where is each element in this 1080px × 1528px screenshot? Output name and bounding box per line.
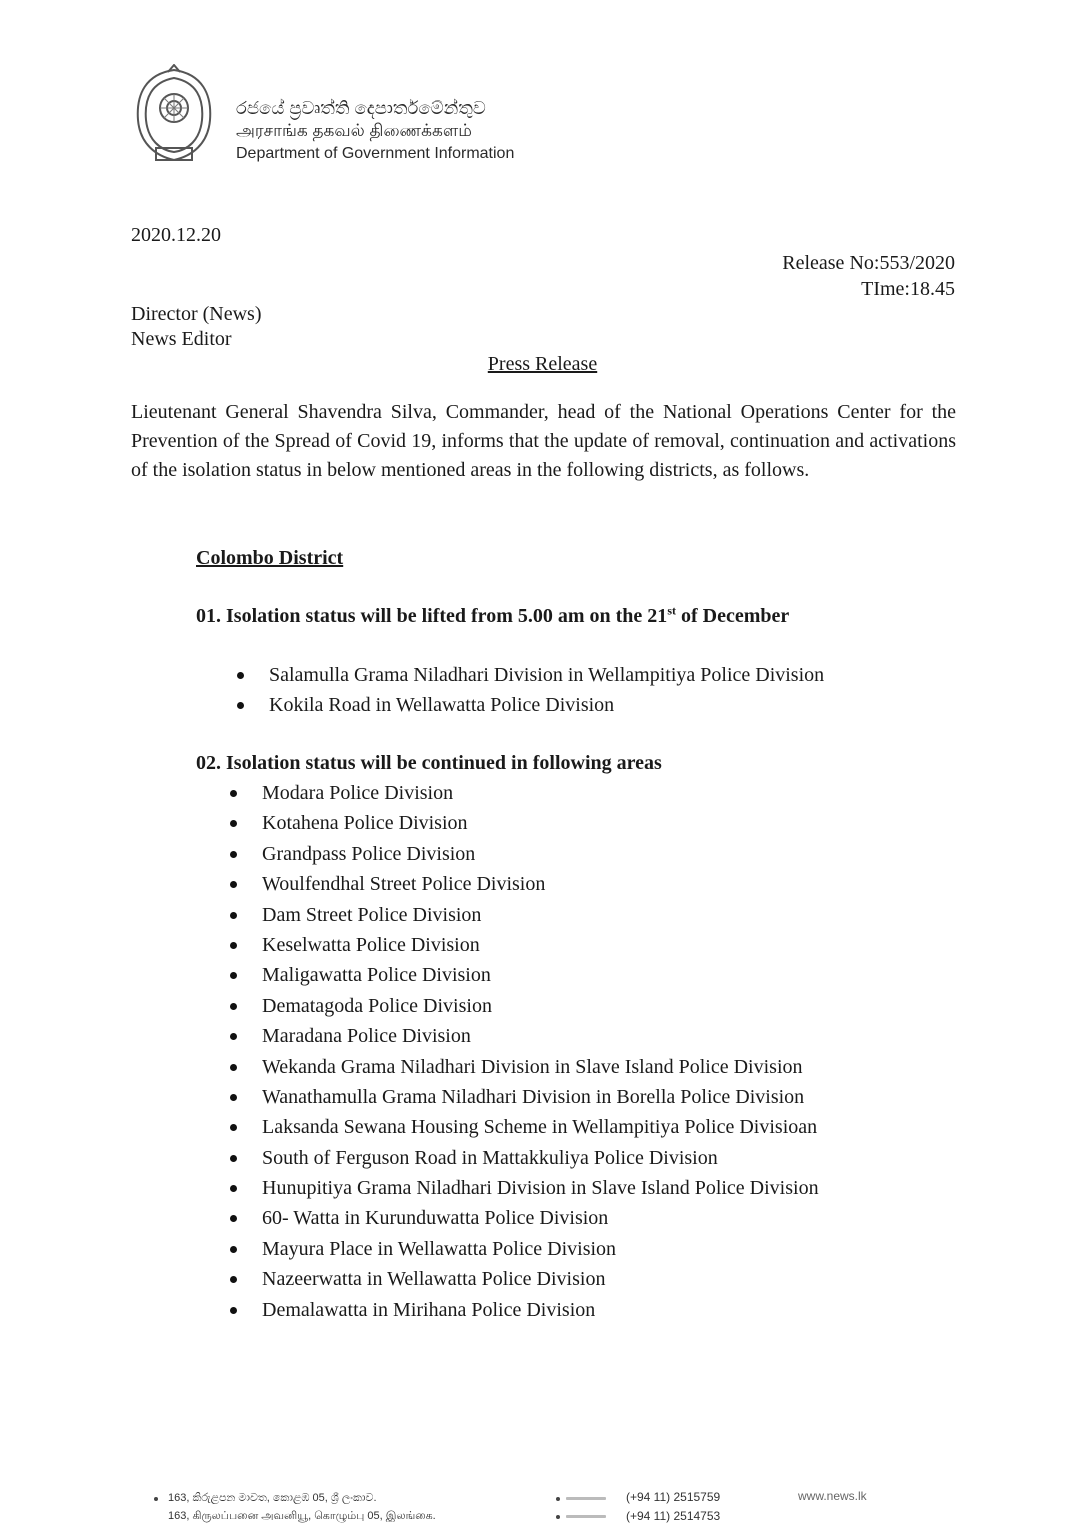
fax-icon — [556, 1515, 560, 1519]
document-title: Press Release — [487, 353, 598, 375]
fax-label-icon — [566, 1515, 606, 1518]
list-item: Dam Street Police Division — [262, 902, 819, 932]
list-item: Dematagoda Police Division — [262, 993, 819, 1023]
bullet-icon — [230, 1033, 237, 1040]
bullet-icon — [230, 1155, 237, 1162]
bullet-icon — [230, 851, 237, 858]
org-name-tamil: அரசாங்க தகவல் திணைக்களம் — [236, 121, 472, 140]
bullet-icon — [230, 1094, 237, 1101]
footer-website: www.news.lk — [798, 1489, 867, 1503]
list-item: Hunupitiya Grama Niladhari Division in Slave Island Police Division — [262, 1175, 819, 1205]
list-item: Keselwatta Police Division — [262, 932, 819, 962]
list-item: Kotahena Police Division — [262, 810, 819, 840]
bullet-icon — [230, 790, 237, 797]
list-item: Woulfendhal Street Police Division — [262, 871, 819, 901]
bullet-icon — [230, 912, 237, 919]
list-item: Salamulla Grama Niladhari Division in Wellampitiya Police Division — [269, 662, 824, 692]
government-emblem-icon — [132, 64, 216, 168]
org-name-sinhala: රජයේ ප්‍රවෘත්ති දෙපාර්තමේන්තුව — [236, 98, 486, 118]
footer-address-tamil: 163, கிருலப்பனை அவனியூ, கொழும்பு 05, இலங்கை. — [168, 1510, 436, 1522]
phone-icon — [556, 1497, 560, 1501]
bullet-icon — [230, 1124, 237, 1131]
list-item: Modara Police Division — [262, 780, 819, 810]
bullet-icon — [230, 942, 237, 949]
list-item: Laksanda Sewana Housing Scheme in Wellampitiya Police Divisioan — [262, 1114, 819, 1144]
lifted-areas-list — [269, 662, 824, 723]
bullet-icon — [230, 1246, 237, 1253]
list-item: 60- Watta in Kurunduwatta Police Division — [262, 1205, 819, 1235]
list-item: Nazeerwatta in Wellawatta Police Division — [262, 1266, 819, 1296]
phone-label-icon — [566, 1497, 606, 1500]
bullet-icon — [230, 1276, 237, 1283]
intro-paragraph: Lieutenant General Shavendra Silva, Commander, head of the National Operations Center for the Prevention of the Spread of Covid 19, informs that the update of removal, continuation and activations of the isolation status in below mentioned areas in the following districts, as follows. — [131, 401, 956, 481]
bullet-icon — [230, 820, 237, 827]
bullet-icon — [230, 1064, 237, 1071]
continued-areas-list — [262, 780, 819, 1327]
recipient-editor: News Editor — [131, 328, 232, 350]
footer-fax: (+94 11) 2514753 — [626, 1509, 721, 1523]
bullet-icon — [230, 1003, 237, 1010]
bullet-icon — [230, 1185, 237, 1192]
release-number: Release No:553/2020 — [782, 252, 955, 274]
list-item: Kokila Road in Wellawatta Police Division — [269, 692, 824, 722]
release-date: 2020.12.20 — [131, 224, 221, 246]
list-item: Maradana Police Division — [262, 1023, 819, 1053]
footer-bullet-icon — [154, 1497, 158, 1501]
footer-phone: (+94 11) 2515759 — [626, 1490, 721, 1504]
list-item: Wanathamulla Grama Niladhari Division in Borella Police Division — [262, 1084, 819, 1114]
section-2-heading: 02. Isolation status will be continued in following areas — [196, 752, 662, 774]
list-item: Grandpass Police Division — [262, 841, 819, 871]
bullet-icon — [230, 972, 237, 979]
list-item: South of Ferguson Road in Mattakkuliya Police Division — [262, 1145, 819, 1175]
list-item: Demalawatta in Mirihana Police Division — [262, 1297, 819, 1327]
release-time: TIme:18.45 — [861, 278, 955, 300]
bullet-icon — [237, 672, 244, 679]
section-1-heading: 01. Isolation status will be lifted from 5.00 am on the 21st of December — [196, 603, 790, 627]
bullet-icon — [230, 881, 237, 888]
list-item: Maligawatta Police Division — [262, 962, 819, 992]
bullet-icon — [230, 1215, 237, 1222]
footer-address-sinhala: 163, කිරුළපන මාවත, කොළඹ 05, ශ්‍රී ලංකාව. — [168, 1492, 377, 1504]
recipient-director: Director (News) — [131, 303, 262, 325]
org-name-english: Department of Government Information — [236, 145, 515, 162]
list-item: Wekanda Grama Niladhari Division in Slave Island Police Division — [262, 1054, 819, 1084]
bullet-icon — [230, 1307, 237, 1314]
bullet-icon — [237, 702, 244, 709]
list-item: Mayura Place in Wellawatta Police Division — [262, 1236, 819, 1266]
district-heading: Colombo District — [196, 547, 344, 569]
